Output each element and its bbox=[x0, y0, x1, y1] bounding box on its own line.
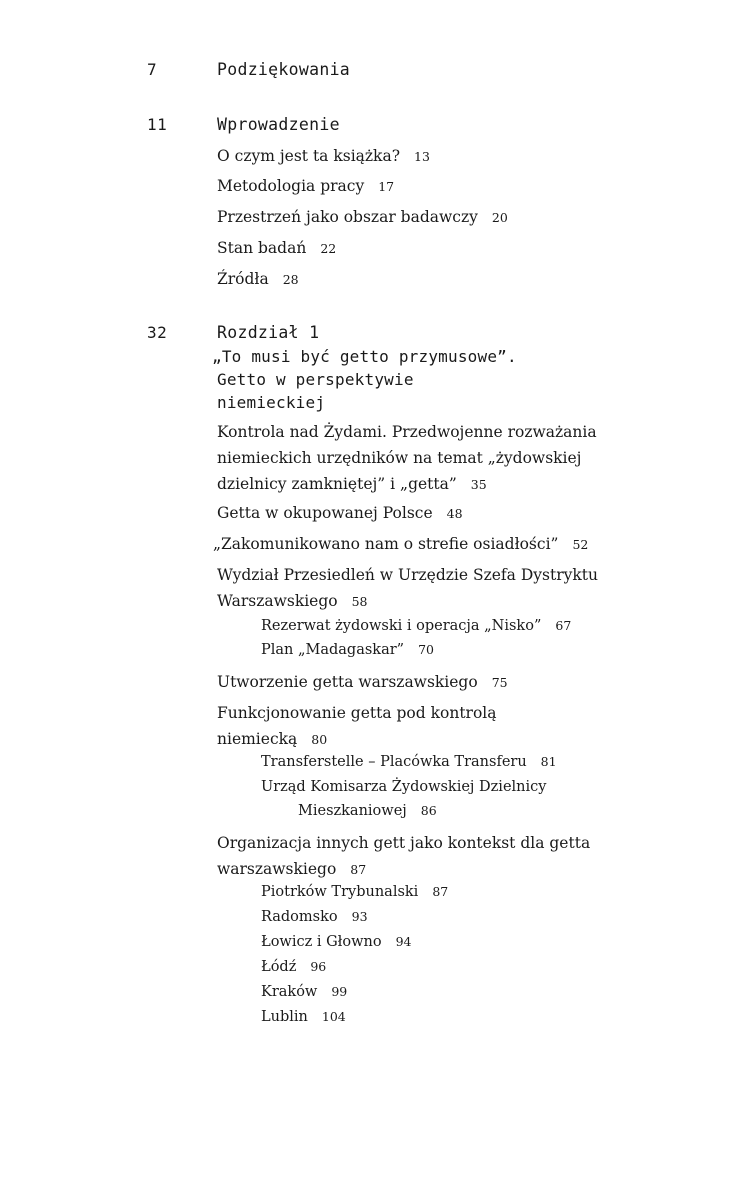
toc-entry bbox=[217, 419, 617, 498]
toc-entry-title: Getta w okupowanej Polsce bbox=[217, 504, 433, 522]
toc-entry-line: Urząd Komisarza Żydowskiej Dzielnicy bbox=[261, 779, 547, 795]
chapter-title: Wprowadzenie bbox=[217, 115, 340, 134]
toc-entry-line: Kontrola nad Żydami. Przedwojenne rozważania bbox=[217, 423, 597, 441]
toc-entry-page: 86 bbox=[420, 803, 437, 818]
toc-subentry bbox=[261, 880, 601, 904]
toc-entry-line: Wydział Przesiedleń w Urzędzie Szefa Dystryktu bbox=[217, 566, 598, 584]
toc-entry-page: 70 bbox=[418, 642, 434, 657]
toc-entry bbox=[217, 562, 617, 615]
toc-entry-line: Funkcjonowanie getta pod kontrolą bbox=[217, 704, 497, 722]
toc-subentry bbox=[261, 955, 601, 979]
toc-entry-title: Plan „Madagaskar” bbox=[261, 642, 405, 658]
toc-subentry bbox=[261, 930, 601, 954]
toc-subentry bbox=[261, 750, 601, 774]
toc-entry-page: 81 bbox=[540, 754, 557, 769]
toc-entry-title: Przestrzeń jako obszar badawczy bbox=[217, 208, 478, 226]
toc-entry bbox=[217, 173, 617, 200]
chapter-title: Rozdział 1 bbox=[217, 323, 320, 342]
toc-entry-title: Piotrków Trybunalski bbox=[261, 884, 419, 900]
toc-entry bbox=[217, 235, 617, 262]
toc-entry-page: 52 bbox=[572, 537, 589, 552]
toc-subentry bbox=[261, 1005, 601, 1029]
toc-entry-page: 22 bbox=[320, 241, 337, 256]
toc-entry-page: 17 bbox=[378, 179, 395, 194]
toc-subentry bbox=[261, 638, 601, 662]
toc-entry-line: Warszawskiego bbox=[217, 592, 338, 610]
toc-entry-line: dzielnicy zamkniętej” i „getta” bbox=[217, 475, 457, 493]
toc-entry-page: 104 bbox=[321, 1009, 346, 1024]
chapter-subtitle-line: „To musi być getto przymusowe”. bbox=[212, 347, 517, 366]
toc-subentry bbox=[261, 905, 601, 929]
toc-entry-title: Radomsko bbox=[261, 909, 338, 925]
toc-entry-page: 87 bbox=[350, 862, 367, 877]
toc-entry-page: 35 bbox=[470, 477, 487, 492]
toc-entry-page: 48 bbox=[446, 506, 463, 521]
toc-entry-title: Transferstelle – Placówka Transferu bbox=[261, 754, 527, 770]
chapter-page-number: 32 bbox=[147, 323, 168, 342]
toc-entry-page: 80 bbox=[311, 732, 328, 747]
toc-entry bbox=[217, 700, 617, 753]
toc-entry-title: Źródła bbox=[217, 270, 269, 288]
toc-entry bbox=[217, 500, 617, 527]
toc-entry bbox=[213, 531, 613, 558]
toc-entry bbox=[217, 204, 617, 231]
toc-entry-page: 75 bbox=[491, 675, 508, 690]
toc-entry-page: 67 bbox=[555, 618, 572, 633]
toc-entry-title: Kraków bbox=[261, 984, 318, 1000]
chapter-subtitle-line: niemieckiej bbox=[217, 393, 326, 412]
toc-entry-line: Organizacja innych gett jako kontekst dla getta bbox=[217, 834, 591, 852]
toc-entry-title: Stan badań bbox=[217, 239, 307, 257]
toc-subentry bbox=[261, 775, 601, 823]
chapter-title: Podziękowania bbox=[217, 60, 351, 79]
toc-entry-title: Łódź bbox=[261, 959, 297, 975]
toc-entry-page: 94 bbox=[395, 934, 412, 949]
toc-subentry bbox=[261, 980, 601, 1004]
toc-entry-line: warszawskiego bbox=[217, 860, 337, 878]
toc-entry bbox=[217, 143, 617, 170]
chapter-page-number: 11 bbox=[147, 115, 168, 134]
toc-entry bbox=[217, 669, 617, 696]
toc-entry-title: „Zakomunikowano nam o strefie osiadłości” bbox=[213, 535, 559, 553]
toc-entry bbox=[217, 266, 617, 293]
toc-entry-page: 13 bbox=[414, 149, 430, 164]
toc-entry-page: 20 bbox=[491, 210, 508, 225]
toc-entry-page: 93 bbox=[351, 909, 368, 924]
toc-entry-page: 96 bbox=[310, 959, 327, 974]
toc-entry-page: 28 bbox=[282, 272, 299, 287]
chapter-subtitle bbox=[212, 345, 617, 414]
toc-entry-title: Utworzenie getta warszawskiego bbox=[217, 673, 478, 691]
toc-entry-page: 99 bbox=[331, 984, 348, 999]
toc-entry-title: Rezerwat żydowski i operacja „Nisko” bbox=[261, 618, 542, 634]
toc-entry-title: Lublin bbox=[261, 1009, 308, 1025]
toc-entry-title: Łowicz i Głowno bbox=[261, 934, 382, 950]
toc-entry-page: 58 bbox=[351, 594, 368, 609]
toc-entry-title: Metodologia pracy bbox=[217, 177, 365, 195]
toc-subentry bbox=[261, 614, 601, 638]
toc-entry-line: Mieszkaniowej bbox=[298, 803, 407, 819]
toc-entry-line: niemiecką bbox=[217, 730, 298, 748]
chapter-subtitle-line: Getto w perspektywie bbox=[217, 370, 414, 389]
toc-entry-line: niemieckich urzędników na temat „żydowskiej bbox=[217, 449, 582, 467]
toc-entry bbox=[217, 830, 617, 883]
chapter-page-number: 7 bbox=[147, 60, 158, 79]
toc-entry-title: O czym jest ta książka? bbox=[217, 147, 401, 165]
toc-entry-page: 87 bbox=[432, 884, 449, 899]
